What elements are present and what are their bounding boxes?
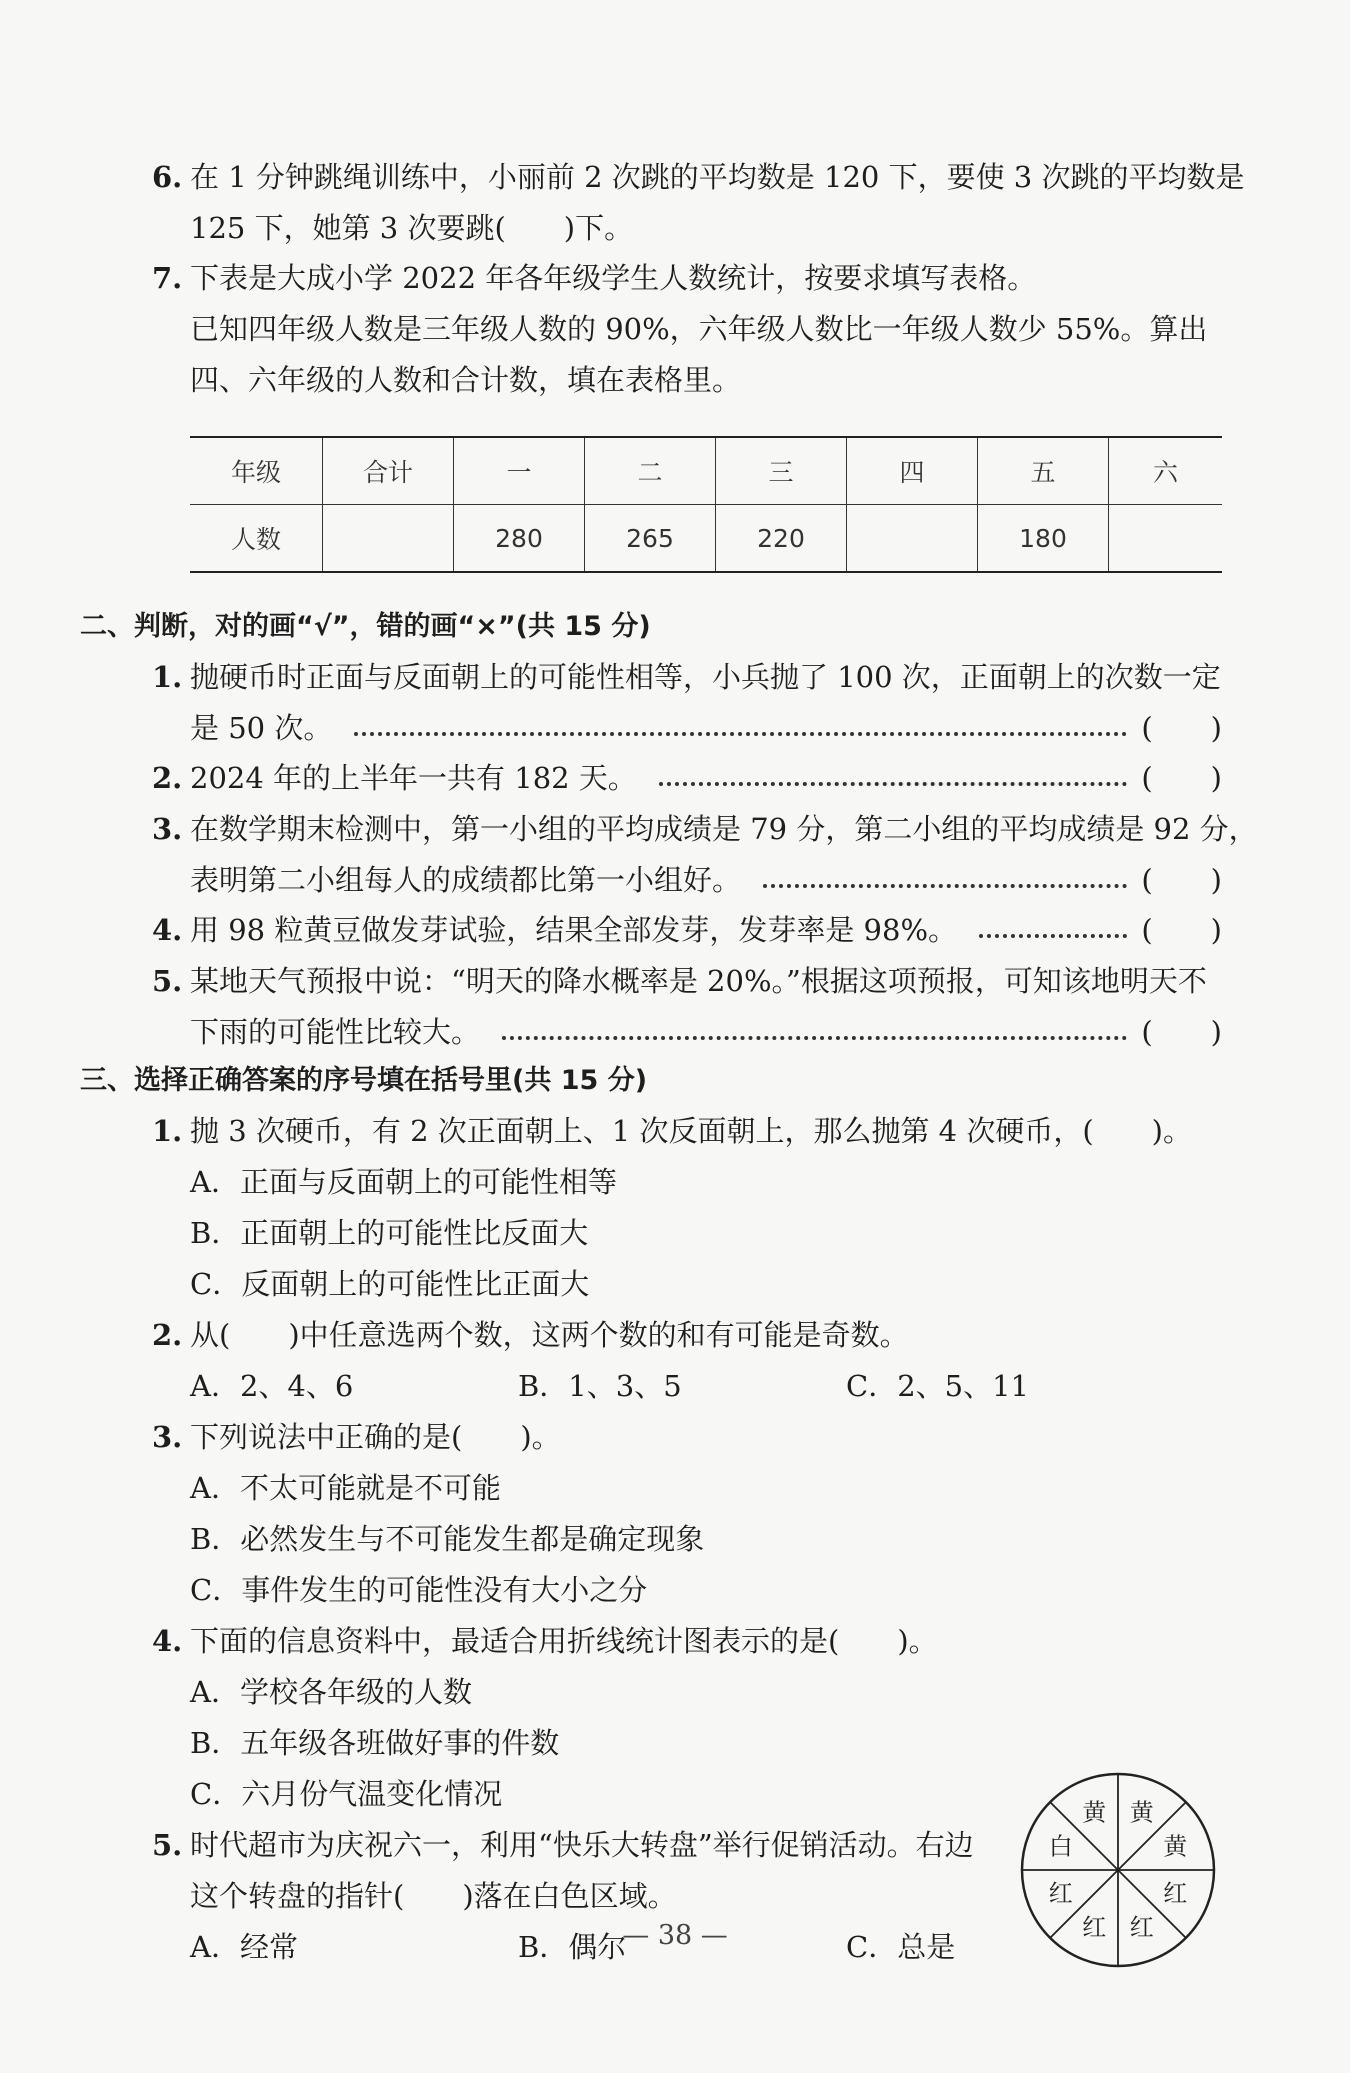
judge-4-answer-line <box>190 910 1222 950</box>
q6-line-1: 在 1 分钟跳绳训练中，小丽前 2 次跳的平均数是 120 下，要使 3 次跳的平均数是 <box>190 160 1245 194</box>
section-2-title: 二、判断，对的画“√”，错的画“×”(共 15 分) <box>80 611 651 642</box>
judge-2-number: 2. <box>152 761 183 795</box>
judge-3-number: 3. <box>152 812 183 846</box>
judge-1-answer-blank[interactable]: ( ) <box>1141 711 1222 745</box>
dot-leader <box>659 782 1128 786</box>
table-header-cell: 四 <box>847 437 978 505</box>
table-cell: 220 <box>716 505 847 573</box>
judge-3-answer-line <box>190 860 1222 900</box>
spinner-sector-label: 红 <box>1129 1913 1154 1942</box>
table-cell-total-blank[interactable] <box>323 505 454 573</box>
judge-5-number: 5. <box>152 964 183 998</box>
choice-4-number: 4. <box>152 1624 183 1658</box>
choice-4-option-a[interactable]: A．学校各年级的人数 <box>190 1675 472 1709</box>
spinner-sector-label: 红 <box>1082 1913 1107 1942</box>
judge-3-answer-blank[interactable]: ( ) <box>1141 863 1222 897</box>
page-number: — 38 — <box>622 1920 728 1951</box>
table-header-row <box>190 437 1222 505</box>
table-header-cell: 一 <box>454 437 585 505</box>
spinner-sector-label: 红 <box>1048 1879 1073 1908</box>
choice-5-line-1: 时代超市为庆祝六一，利用“快乐大转盘”举行促销活动。右边 <box>190 1828 974 1862</box>
spinner-sector-label: 黄 <box>1163 1832 1188 1861</box>
judge-5-line-2: 下雨的可能性比较大。 <box>190 1015 481 1049</box>
spinner-sector-label: 红 <box>1163 1879 1188 1908</box>
choice-2-option-b[interactable]: B．1、3、5 <box>518 1369 682 1403</box>
judge-2-answer-blank[interactable]: ( ) <box>1141 761 1222 795</box>
spinner-sector-label: 黄 <box>1129 1798 1154 1827</box>
q7-line-2: 已知四年级人数是三年级人数的 90%，六年级人数比一年级人数少 55%。算出 <box>190 312 1208 346</box>
judge-5-answer-line <box>190 1012 1222 1052</box>
choice-4-option-c[interactable]: C．六月份气温变化情况 <box>190 1777 503 1811</box>
judge-4-number: 4. <box>152 913 183 947</box>
table-header-cell: 合计 <box>323 437 454 505</box>
judge-3-line-1: 在数学期末检测中，第一小组的平均成绩是 79 分，第二小组的平均成绩是 92 分， <box>190 812 1258 846</box>
judge-1-number: 1. <box>152 660 183 694</box>
choice-1-number: 1. <box>152 1114 183 1148</box>
dot-leader <box>763 884 1127 888</box>
choice-3-number: 3. <box>152 1420 183 1454</box>
judge-1-line-2: 是 50 次。 <box>190 711 333 745</box>
choice-1-option-a[interactable]: A．正面与反面朝上的可能性相等 <box>190 1165 617 1199</box>
choice-2-option-a[interactable]: A．2、4、6 <box>190 1369 354 1403</box>
spinner-sector-label: 黄 <box>1082 1798 1107 1827</box>
choice-2-stem: 从( )中任意选两个数，这两个数的和有可能是奇数。 <box>190 1318 909 1352</box>
choice-1-stem: 抛 3 次硬币，有 2 次正面朝上、1 次反面朝上，那么抛第 4 次硬币，( )。 <box>190 1114 1192 1148</box>
judge-4-line-1: 用 98 粒黄豆做发芽试验，结果全部发芽，发芽率是 98%。 <box>190 913 958 947</box>
q7-line-3: 四、六年级的人数和合计数，填在表格里。 <box>190 363 742 397</box>
judge-3-line-2: 表明第二小组每人的成绩都比第一小组好。 <box>190 863 742 897</box>
choice-4-stem: 下面的信息资料中，最适合用折线统计图表示的是( )。 <box>190 1624 938 1658</box>
choice-3-option-b[interactable]: B．必然发生与不可能发生都是确定现象 <box>190 1522 705 1556</box>
judge-5-answer-blank[interactable]: ( ) <box>1141 1015 1222 1049</box>
grade-student-table <box>190 436 1222 573</box>
choice-1-option-b[interactable]: B．正面朝上的可能性比反面大 <box>190 1216 589 1250</box>
q6-number: 6. <box>152 160 183 194</box>
choice-2-number: 2. <box>152 1318 183 1352</box>
choice-4-option-b[interactable]: B．五年级各班做好事的件数 <box>190 1726 560 1760</box>
choice-3-option-c[interactable]: C．事件发生的可能性没有大小之分 <box>190 1573 648 1607</box>
dot-leader <box>502 1036 1127 1040</box>
section-3-title: 三、选择正确答案的序号填在括号里(共 15 分) <box>80 1065 648 1096</box>
choice-1-option-c[interactable]: C．反面朝上的可能性比正面大 <box>190 1267 590 1301</box>
choice-5-number: 5. <box>152 1828 183 1862</box>
judge-2-line-1: 2024 年的上半年一共有 182 天。 <box>190 761 637 795</box>
choice-5-line-2: 这个转盘的指针( )落在白色区域。 <box>190 1879 677 1913</box>
q7-number: 7. <box>152 261 183 295</box>
table-cell: 280 <box>454 505 585 573</box>
q6-line-2: 125 下，她第 3 次要跳( )下。 <box>190 211 634 245</box>
judge-5-line-1: 某地天气预报中说：“明天的降水概率是 20%。”根据这项预报，可知该地明天不 <box>190 964 1207 998</box>
table-cell-grade4-blank[interactable] <box>847 505 978 573</box>
choice-5-option-b[interactable]: B．偶尔 <box>518 1930 627 1964</box>
table-cell: 人数 <box>190 505 323 573</box>
choice-3-stem: 下列说法中正确的是( )。 <box>190 1420 561 1454</box>
choice-5-option-a[interactable]: A．经常 <box>190 1930 298 1964</box>
spinner-sector-label: 白 <box>1048 1832 1073 1861</box>
table-row <box>190 505 1222 573</box>
choice-2-option-c[interactable]: C．2、5、11 <box>846 1369 1029 1403</box>
table-header-cell: 年级 <box>190 437 323 505</box>
judge-2-answer-line <box>190 758 1222 798</box>
table-header-cell: 六 <box>1109 437 1223 505</box>
judge-4-answer-blank[interactable]: ( ) <box>1141 913 1222 947</box>
table-header-cell: 三 <box>716 437 847 505</box>
choice-5-option-c[interactable]: C．总是 <box>846 1930 956 1964</box>
dot-leader <box>979 934 1127 938</box>
table-cell: 265 <box>585 505 716 573</box>
table-cell-grade6-blank[interactable] <box>1109 505 1223 573</box>
table-header-cell: 二 <box>585 437 716 505</box>
dot-leader <box>354 732 1127 736</box>
judge-1-answer-line <box>190 708 1222 748</box>
q7-line-1: 下表是大成小学 2022 年各年级学生人数统计，按要求填写表格。 <box>190 261 1037 295</box>
table-cell: 180 <box>978 505 1109 573</box>
choice-3-option-a[interactable]: A．不太可能就是不可能 <box>190 1471 501 1505</box>
judge-1-line-1: 抛硬币时正面与反面朝上的可能性相等，小兵抛了 100 次，正面朝上的次数一定 <box>190 660 1221 694</box>
table-header-cell: 五 <box>978 437 1109 505</box>
